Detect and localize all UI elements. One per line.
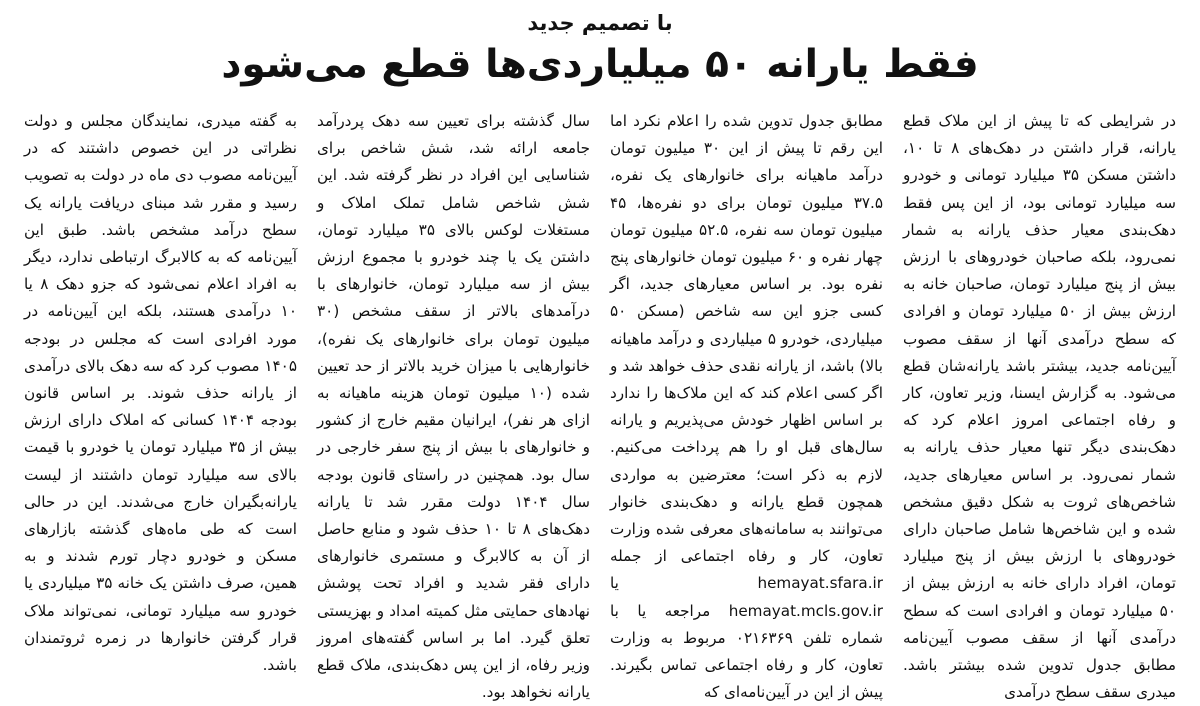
article-headline: فقط یارانه ۵۰ میلیاردی‌ها قطع می‌شود <box>221 42 979 87</box>
article-kicker: با تصمیم جدید <box>527 11 673 35</box>
article-body <box>14 108 1186 702</box>
article-column-1: در شرایطی که تا پیش از این ملاک قطع یارانه، قرار داشتن در دهک‌های ۸ تا ۱۰، داشتن مسکن ۳۵ میلیارد تومانی و خودرو سه میلیارد تومانی بود، از این پس فقط دهک‌بندی معیار حذف یارانه به شمار نمی‌رود، بلکه صاحبان خودروهای با ارزش بیش از پنج میلیارد تومان، صاحبان خانه به ارزش بیش از ۵۰ میلیارد تومان و افرادی که سطح درآمدی آنها از سقف مصوب آیین‌نامه جدید، بیشتر باشد یارانه‌شان قطع می‌شود. به گزارش ایسنا، وزیر تعاون، کار و رفاه اجتماعی امروز اعلام کرد که دهک‌بندی دیگر تنها معیار حذف یارانه به شمار نمی‌رود. بر اساس معیارهای جدید، شاخص‌های ثروت به شکل دقیق مشخص شده و این شاخص‌ها شامل صاحبان دارای خودروهای با ارزش بیش از پنج میلیارد تومان، افراد دارای خانه به ارزش بیش از ۵۰ میلیارد تومان و افرادی است که سطح درآمدی آنها از سقف مصوب آیین‌نامه مطابق جدول تدوین شده بیشتر باشد. میدری سقف سطح درآمدی <box>903 112 1177 702</box>
article-column-4: به گفته میدری، نمایندگان مجلس و دولت نظراتی در این خصوص داشتند که در آیین‌نامه مصوب دی ماه در دولت به تصویب رسید و مقرر شد مبنای دریافت یارانه یک سطح درآمد مشخص باشد. طبق این آیین‌نامه که به کالابرگ ارتباطی ندارد، دیگر به افراد اعلام نمی‌شود که جزو دهک ۸ یا ۱۰ درآمدی هستند، بلکه این آیین‌نامه در مورد افرادی است که مجلس در بودجه ۱۴۰۵ مصوب کرد که سه دهک بالای درآمدی از یارانه حذف شوند. بر اساس قانون بودجه ۱۴۰۴ کسانی که املاک دارای ارزش بیش از ۳۵ میلیارد تومان یا خودرو با قیمت بالای سه میلیارد تومان داشتند از لیست یارانه‌بگیران خارج می‌شدند. این در حالی است که طی ماه‌های گذشته بازارهای مسکن و خودرو دچار تورم شدند و به همین، صرف داشتن یک خانه ۳۵ میلیاردی یا خودرو سه میلیارد تومانی، نمی‌تواند ملاک قرار گرفتن خانوارها در زمره ثروتمندان باشد. <box>24 112 298 675</box>
article-column-2: مطابق جدول تدوین شده را اعلام نکرد اما این رقم تا پیش از این ۳۰ میلیون تومان درآمد ماهیانه برای خانوارهای یک نفره، ۳۷.۵ میلیون تومان برای دو نفره‌ها، ۴۵ میلیون تومان سه نفره، ۵۲.۵ میلیون تومان چهار نفره و ۶۰ میلیون تومان خانوارهای پنج نفره بود. بر اساس معیارهای جدید، اگر کسی جزو این سه شاخص (مسکن ۵۰ میلیاردی، خودرو ۵ میلیاردی و درآمد ماهیانه بالا) باشد، از یارانه نقدی حذف خواهد شد و اگر کسی اعلام کند که این ملاک‌ها را ندارد بر اساس اظهار خودش می‌پذیریم و یارانه سال‌های قبل او را هم پرداخت می‌کنیم. لازم به ذکر است؛ معترضین به مواردی همچون قطع یارانه و دهک‌بندی خانوار می‌توانند به سامانه‌های معرفی شده وزارت تعاون، کار و رفاه اجتماعی از جمله hemayat.sfara.ir یا hemayat.mcls.gov.ir مراجعه یا با شماره تلفن ۰۲۱۶۳۶۹ مربوط به وزارت تعاون، کار و رفاه اجتماعی تماس بگیرند. پیش از این در آیین‌نامه‌ای که <box>610 112 883 702</box>
article-column-3: سال گذشته برای تعیین سه دهک پردرآمد جامعه ارائه شد، شش شاخص برای شناسایی این افراد در نظر گرفته شد. این شش شاخص شامل تملک املاک و مستغلات لوکس بالای ۳۵ میلیارد تومان، داشتن یک یا چند خودرو با مجموع ارزش بیش از سه میلیارد تومان، خانوارهای با درآمدهای بالاتر از سقف مشخص (۳۰ میلیون تومان برای خانوارهای یک نفره)، خانوارهایی با میزان خرید بالاتر از حد تعیین شده (۱۰ میلیون تومان هزینه ماهیانه به ازای هر نفر)، ایرانیان مقیم خارج از کشور و خانوارهای با بیش از پنج سفر خارجی در سال بود. همچنین در راستای قانون بودجه سال ۱۴۰۴ دولت مقرر شد تا یارانه دهک‌های ۸ تا ۱۰ حذف شود و منابع حاصل از آن به کالابرگ و مستمری خانوارهای دارای فقر شدید و افراد تحت پوشش نهادهای حمایتی مثل کمیته امداد و بهزیستی تعلق گیرد. اما بر اساس گفته‌های امروز وزیر رفاه، از این پس دهک‌بندی، ملاک قطع یارانه نخواهد بود. <box>317 112 591 702</box>
